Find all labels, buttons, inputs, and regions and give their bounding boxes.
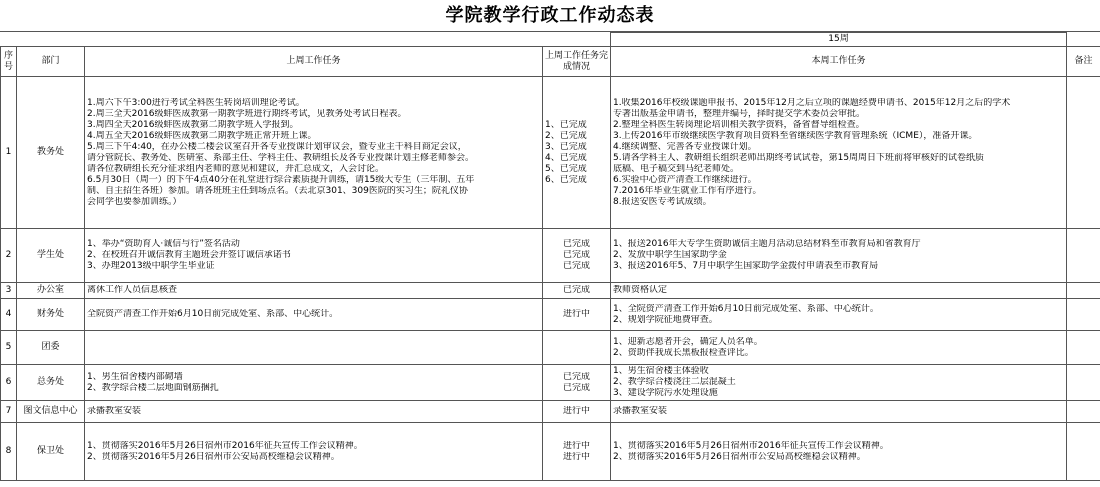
table-body xyxy=(1,77,1100,481)
this-week-task-cell-line: 教师资格认定 xyxy=(613,285,668,295)
last-week-task-cell-line: 录播教室安装 xyxy=(87,406,142,416)
this-week-task-cell-line: 1、全院资产清查工作开始6月10日前完成处室、系部、中心统计。 xyxy=(613,303,879,314)
note-cell[interactable] xyxy=(1067,401,1100,423)
department-cell[interactable]: 图文信息中心 xyxy=(17,401,85,423)
status-cell-line: 已完成 xyxy=(562,285,590,295)
header-dept: 部门 xyxy=(17,47,85,77)
header-no: 序号 xyxy=(1,47,17,77)
row-number-cell[interactable]: 6 xyxy=(1,365,17,401)
last-week-task-cell[interactable] xyxy=(85,299,543,331)
status-cell-line: 进行中 xyxy=(562,309,590,319)
last-week-task-cell[interactable] xyxy=(85,229,543,283)
this-week-task-cell-line: 3、报送2016年5、7月中职学生国家助学金拨付申请表至市教育局 xyxy=(613,261,879,271)
note-cell[interactable] xyxy=(1067,229,1100,283)
week-label: 15周 xyxy=(611,33,1067,47)
department-cell[interactable]: 教务处 xyxy=(17,77,85,229)
this-week-task-cell-line: 5.请各学科主人、教研组长组织老师出期终考试试卷，第15周周日下班前将审核好的试卷纸质 xyxy=(613,152,985,163)
this-week-task-cell-line: 3.上传2016年市级继续医学教育项目资料至省继续医学教育管理系统（ICME），准备开课。 xyxy=(613,130,978,141)
last-week-task-cell-line: 会同学也要参加训练。） xyxy=(87,196,182,207)
row-number-cell[interactable]: 2 xyxy=(1,229,17,283)
this-week-task-cell-line: 2.整理全科医生转岗理论培训相关教学资料，备省督导组检查。 xyxy=(613,119,865,130)
status-cell[interactable] xyxy=(543,365,611,401)
last-week-task-cell-line: 4.周五全天2016级蚌医成教第二期教学班正常开班上课。 xyxy=(87,130,317,141)
status-cell[interactable] xyxy=(543,283,611,299)
status-cell-line: 进行中 xyxy=(562,451,590,462)
this-week-task-cell-line: 3、建设学院污水处理设施 xyxy=(613,388,718,398)
row-number-cell[interactable]: 4 xyxy=(1,299,17,331)
note-cell[interactable] xyxy=(1067,299,1100,331)
last-week-task-cell[interactable] xyxy=(85,77,543,229)
table-row xyxy=(1,299,1100,331)
header-status: 上周工作任务完成情况 xyxy=(543,47,611,77)
department-cell[interactable]: 办公室 xyxy=(17,283,85,299)
last-week-task-cell[interactable] xyxy=(85,365,543,401)
this-week-task-cell[interactable] xyxy=(611,77,1067,229)
note-cell[interactable] xyxy=(1067,283,1100,299)
status-cell-line: 1、已完成 xyxy=(545,119,587,130)
row-number-cell[interactable]: 5 xyxy=(1,331,17,365)
last-week-task-cell-line: 2.周三全天2016级蚌医成教第一期教学班进行期终考试，见教务处考试日程表。 xyxy=(87,108,407,119)
status-cell-line: 已完成 xyxy=(562,382,590,393)
this-week-task-cell[interactable] xyxy=(611,401,1067,423)
status-cell-line: 进行中 xyxy=(562,440,590,451)
note-cell[interactable] xyxy=(1067,423,1100,481)
note-cell[interactable] xyxy=(1067,365,1100,401)
this-week-task-cell-line: 7.2016年毕业生就业工作有序进行。 xyxy=(613,185,762,196)
row-number-cell[interactable]: 7 xyxy=(1,401,17,423)
last-week-task-cell-line: 3.周四全天2016级蚌医成教第二期教学班入学报到。 xyxy=(87,119,299,130)
status-cell-line: 已完成 xyxy=(562,371,590,382)
status-cell-line: 4、已完成 xyxy=(545,152,587,163)
row-number-cell[interactable]: 8 xyxy=(1,423,17,481)
status-cell-line: 已完成 xyxy=(562,250,590,260)
last-week-task-cell-line: 3、办理2013级中职学生毕业证 xyxy=(87,261,215,271)
header-note: 备注 xyxy=(1067,47,1100,77)
status-cell-line: 已完成 xyxy=(562,239,590,249)
header-row xyxy=(1,47,1100,77)
last-week-task-cell[interactable] xyxy=(85,283,543,299)
department-cell[interactable]: 总务处 xyxy=(17,365,85,401)
last-week-task-cell-line: 制、自主招生各班）参加。请各班班主任到场点名。（去北京301、309医院的实习生；院礼仪协 xyxy=(87,185,468,196)
table-row xyxy=(1,283,1100,299)
table-row xyxy=(1,331,1100,365)
this-week-task-cell-line: 8.报送安医专考试成绩。 xyxy=(613,196,712,207)
department-cell[interactable]: 财务处 xyxy=(17,299,85,331)
this-week-task-cell[interactable] xyxy=(611,365,1067,401)
this-week-task-cell-line: 1.收集2016年校级课题申报书、2015年12月之后立项的课题经费申请书、2015年12月之后的学术 xyxy=(613,97,1011,108)
table-row xyxy=(1,401,1100,423)
sheet-title: 学院教学行政工作动态表 xyxy=(0,0,1100,32)
table-row xyxy=(1,423,1100,481)
this-week-task-cell-line: 2、规划学院征地费审查。 xyxy=(613,314,718,325)
last-week-task-cell-line: 离休工作人员信息核查 xyxy=(87,285,178,295)
status-cell-line: 6、已完成 xyxy=(545,174,587,185)
status-cell-line: 进行中 xyxy=(562,406,590,416)
last-week-task-cell[interactable] xyxy=(85,423,543,481)
this-week-task-cell[interactable] xyxy=(611,229,1067,283)
this-week-task-cell-line: 底稿、电子稿交到马纪老师处。 xyxy=(613,163,740,174)
last-week-task-cell-line: 全院资产清查工作开始6月10日前完成处室、系部、中心统计。 xyxy=(87,309,339,319)
this-week-task-cell-line: 录播教室安装 xyxy=(613,406,668,416)
header-this-week: 本周工作任务 xyxy=(611,47,1067,77)
this-week-task-cell-line: 4.继续调整、完善各专业授课计划。 xyxy=(613,141,757,152)
this-week-task-cell-line: 1、迎新志愿者开会，确定人员名单。 xyxy=(613,336,763,347)
status-cell[interactable] xyxy=(543,299,611,331)
this-week-task-cell-line: 2、发放中职学生国家助学金 xyxy=(613,250,727,260)
status-cell-line: 5、已完成 xyxy=(545,163,587,174)
this-week-task-cell-line: 6.实验中心资产清查工作继续进行。 xyxy=(613,174,757,185)
work-table xyxy=(0,32,1100,481)
department-cell[interactable]: 学生处 xyxy=(17,229,85,283)
last-week-task-cell-line: 2、贯彻落实2016年5月26日宿州市公安局高校维稳会议精神。 xyxy=(87,451,340,462)
header-last-week: 上周工作任务 xyxy=(85,47,543,77)
status-cell-line: 3、已完成 xyxy=(545,141,587,152)
status-cell[interactable] xyxy=(543,77,611,229)
note-cell[interactable] xyxy=(1067,77,1100,229)
this-week-task-cell-line: 专著出版基金申请书，整理并编号，择时提交学术委员会审批。 xyxy=(613,108,866,119)
this-week-task-cell[interactable] xyxy=(611,331,1067,365)
status-cell-line: 已完成 xyxy=(562,261,590,271)
this-week-task-cell-line: 1、报送2016年大专学生资助诚信主题月活动总结材料至市教育局和省教育厅 xyxy=(613,239,921,249)
status-cell[interactable] xyxy=(543,331,611,365)
last-week-task-cell[interactable] xyxy=(85,331,543,365)
last-week-task-cell-line: 1、贯彻落实2016年5月26日宿州市2016年征兵宣传工作会议精神。 xyxy=(87,440,363,451)
this-week-task-cell-line: 1、男生宿舍楼主体验收 xyxy=(613,366,709,376)
this-week-task-cell[interactable] xyxy=(611,299,1067,331)
last-week-task-cell-line: 1、举办“资助育人·诚信与行”签名活动 xyxy=(87,239,240,249)
last-week-task-cell-line: 1.周六下午3:00进行考试全科医生转岗培训理论考试。 xyxy=(87,97,305,108)
row-number-cell[interactable]: 3 xyxy=(1,283,17,299)
week-row xyxy=(1,33,1100,47)
status-cell-line: 2、已完成 xyxy=(545,130,587,141)
last-week-task-cell-line: 请各位教研组长充分征求组内老师的意见和建议，并汇总成文，入会讨论。 xyxy=(87,163,385,174)
table-row xyxy=(1,77,1100,229)
last-week-task-cell-line: 1、男生宿舍楼内部砌墙 xyxy=(87,371,183,382)
last-week-task-cell-line: 6.5月30日（周一）的下午4点40分在礼堂进行综合素质提升训练，请15级大专生（三年制、五年 xyxy=(87,174,475,185)
this-week-task-cell-line: 2、贯彻落实2016年5月26日宿州市公安局高校维稳会议精神。 xyxy=(613,451,866,462)
this-week-task-cell-line: 2、资助伴我成长黑板报检查评比。 xyxy=(613,347,754,358)
status-cell[interactable] xyxy=(543,401,611,423)
status-cell[interactable] xyxy=(543,423,611,481)
this-week-task-cell[interactable] xyxy=(611,283,1067,299)
this-week-task-cell-line: 1、贯彻落实2016年5月26日宿州市2016年征兵宣传工作会议精神。 xyxy=(613,440,889,451)
this-week-task-cell-line: 2、教学综合楼浇注二层混凝土 xyxy=(613,377,736,387)
last-week-task-cell-line: 请分管院长、教务处、医研室、系部主任、学科主任、教研组长及各专业授课计划主修老师参会。 xyxy=(87,152,475,163)
last-week-task-cell[interactable] xyxy=(85,401,543,423)
note-cell[interactable] xyxy=(1067,331,1100,365)
last-week-task-cell-line: 2、教学综合楼二层地面钢筋捆扎 xyxy=(87,382,219,393)
this-week-task-cell[interactable] xyxy=(611,423,1067,481)
row-number-cell[interactable]: 1 xyxy=(1,77,17,229)
status-cell[interactable] xyxy=(543,229,611,283)
table-row xyxy=(1,229,1100,283)
last-week-task-cell-line: 2、在校班召开诚信教育主题班会并签订诚信承诺书 xyxy=(87,250,291,260)
table-row xyxy=(1,365,1100,401)
last-week-task-cell-line: 5.周三下午4:40，在办公楼二楼会议室召开各专业授课计划审议会，暨专业主干科目商定会议， xyxy=(87,141,467,152)
department-cell[interactable]: 团委 xyxy=(17,331,85,365)
department-cell[interactable]: 保卫处 xyxy=(17,423,85,481)
